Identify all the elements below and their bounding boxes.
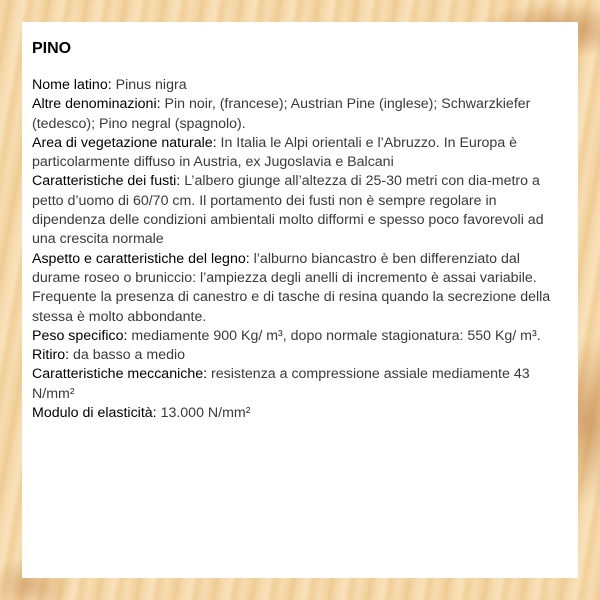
entry-label: Ritiro: (32, 347, 70, 364)
entry-label: Modulo di elasticità: (32, 405, 157, 422)
entry-label: Caratteristiche meccaniche: (32, 366, 208, 383)
entry-label: Caratteristiche dei fusti: (32, 173, 181, 190)
entry-value: L’albero giunge all’altezza di 25-30 metri con dia-metro a petto d’uomo di 60/70 cm. Il portamento dei fusti non è sempre regolare in dipendenza delle condizioni ambientali molto difformi e spesso poco favorevoli ad una crescita normale (32, 173, 544, 248)
entry-ritiro (32, 346, 568, 365)
entry-value: l’alburno biancastro è ben differenziato dal durame roseo o bruniccio: l’ampiezza degli anelli di incremento è assai variabile. Frequente la presenza di canestro e di tasche di resina quando la secrezione della stessa è molto abbondante. (32, 250, 551, 325)
entry-nome-latino (32, 76, 568, 95)
entry-value: mediamente 900 Kg/ m³, dopo normale stagionatura: 550 Kg/ m³. (131, 327, 541, 344)
entry-caratteristiche-fusti (32, 172, 568, 249)
entry-altre-denominazioni (32, 95, 568, 134)
entry-value: Pin noir, (francese); Austrian Pine (inglese); Schwarzkiefer (tedesco); Pino negral (spagnolo). (32, 96, 531, 132)
entry-label: Peso specifico: (32, 327, 128, 344)
entry-value: Pinus nigra (115, 77, 187, 93)
entry-label: Altre denominazioni: (32, 96, 161, 113)
card-title: PINO (32, 40, 72, 57)
entry-label: Aspetto e caratteristiche del legno: (32, 250, 250, 267)
entry-label: Area di vegetazione naturale: (32, 134, 217, 151)
entry-value: 13.000 N/mm² (160, 405, 251, 422)
entry-value: da basso a medio (73, 347, 186, 364)
entry-modulo-elasticita (32, 404, 568, 423)
entry-value: resistenza a compressione assiale mediamente 43 N/mm² (32, 366, 530, 402)
entry-area-vegetazione (32, 134, 568, 173)
entry-caratteristiche-meccaniche (32, 365, 568, 404)
entry-label: Nome latino: (32, 77, 112, 93)
entry-value: In Italia le Alpi orientali e l’Abruzzo. In Europa è particolarmente diffuso in Austria, ex Jugoslavia e Balcani (32, 134, 518, 171)
entry-aspetto-legno (32, 250, 568, 327)
info-card (22, 22, 578, 578)
entry-peso-specifico (32, 327, 568, 346)
